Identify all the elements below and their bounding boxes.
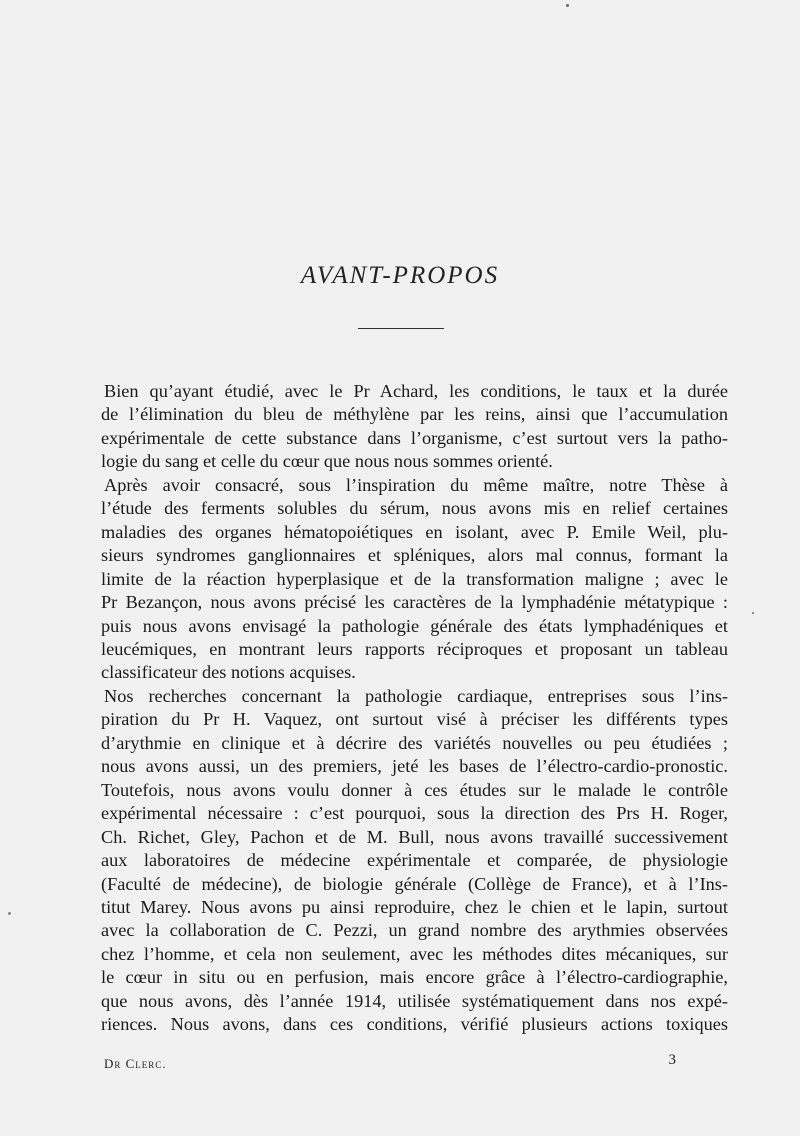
text-line: expérimentale de cette substance dans l’organisme, c’est surtout vers la patho- <box>101 427 728 448</box>
text-line: leucémiques, en montrant leurs rapports réciproques et proposant un tableau <box>101 638 728 659</box>
text-line: piration du Pr H. Vaquez, ont surtout visé à préciser les différents types <box>101 709 728 730</box>
text-line: de l’élimination du bleu de méthylène par les reins, ainsi que l’accumulation <box>101 404 728 425</box>
text-line: classificateur des notions acquises. <box>101 662 356 683</box>
text-line: l’étude des ferments solubles du sérum, nous avons mis en relief certaines <box>101 498 728 519</box>
text-line: d’arythmie en clinique et à décrire des variétés nouvelles ou peu étudiées ; <box>101 732 728 753</box>
scan-speck <box>752 612 754 614</box>
text-line: Toutefois, nous avons voulu donner à ces études sur le malade le contrôle <box>101 779 728 800</box>
text-line: riences. Nous avons, dans ces conditions, vérifié plusieurs actions toxiques <box>101 1014 728 1035</box>
text-line: le cœur in situ ou en perfusion, mais encore grâce à l’électro-cardiographie, <box>101 967 728 988</box>
text-line: logie du sang et celle du cœur que nous nous sommes orienté. <box>101 451 553 472</box>
text-line: Bien qu’ayant étudié, avec le Pr Achard, les conditions, le taux et la durée <box>104 381 728 401</box>
text-line: (Faculté de médecine), de biologie générale (Collège de France), et à l’Ins- <box>101 873 728 894</box>
text-line: que nous avons, dès l’année 1914, utilisée systématiquement dans nos expé- <box>101 990 728 1011</box>
page-number: 3 <box>668 1052 676 1068</box>
footer-author: Dr Clerc. <box>104 1056 167 1071</box>
text-line: avec la collaboration de C. Pezzi, un grand nombre des arythmies observées <box>101 920 728 941</box>
title-divider <box>358 328 444 329</box>
text-line: Pr Bezançon, nous avons précisé les caractères de la lymphadénie métatypique : <box>101 592 728 613</box>
scan-speck <box>8 912 11 915</box>
scan-speck <box>566 4 569 7</box>
text-line: expérimental nécessaire : c’est pourquoi, sous la direction des Prs H. Roger, <box>101 803 728 824</box>
text-line: titut Marey. Nous avons pu ainsi reproduire, chez le chien et le lapin, surtout <box>101 896 728 917</box>
text-line: Ch. Richet, Gley, Pachon et de M. Bull, nous avons travaillé successivement <box>101 826 728 847</box>
text-line: maladies des organes hématopoiétiques en isolant, avec P. Emile Weil, plu- <box>101 521 728 542</box>
text-line: limite de la réaction hyperplasique et de la transformation maligne ; avec le <box>101 568 728 589</box>
text-line: sieurs syndromes ganglionnaires et spléniques, alors mal connus, formant la <box>101 545 728 566</box>
text-line: puis nous avons envisagé la pathologie générale des états lymphadéniques et <box>101 615 728 636</box>
text-line: chez l’homme, et cela non seulement, avec les méthodes dites mécaniques, sur <box>101 943 728 964</box>
page-title: AVANT-PROPOS <box>300 262 500 289</box>
text-line: aux laboratoires de médecine expérimentale et comparée, de physiologie <box>101 850 728 871</box>
text-line: nous avons aussi, un des premiers, jeté les bases de l’électro-cardio-pronostic. <box>101 756 728 777</box>
body-text <box>102 380 728 1037</box>
text-line: Après avoir consacré, sous l’inspiration du même maître, notre Thèse à <box>104 474 728 495</box>
text-line: Nos recherches concernant la pathologie cardiaque, entreprises sous l’ins- <box>104 685 728 706</box>
